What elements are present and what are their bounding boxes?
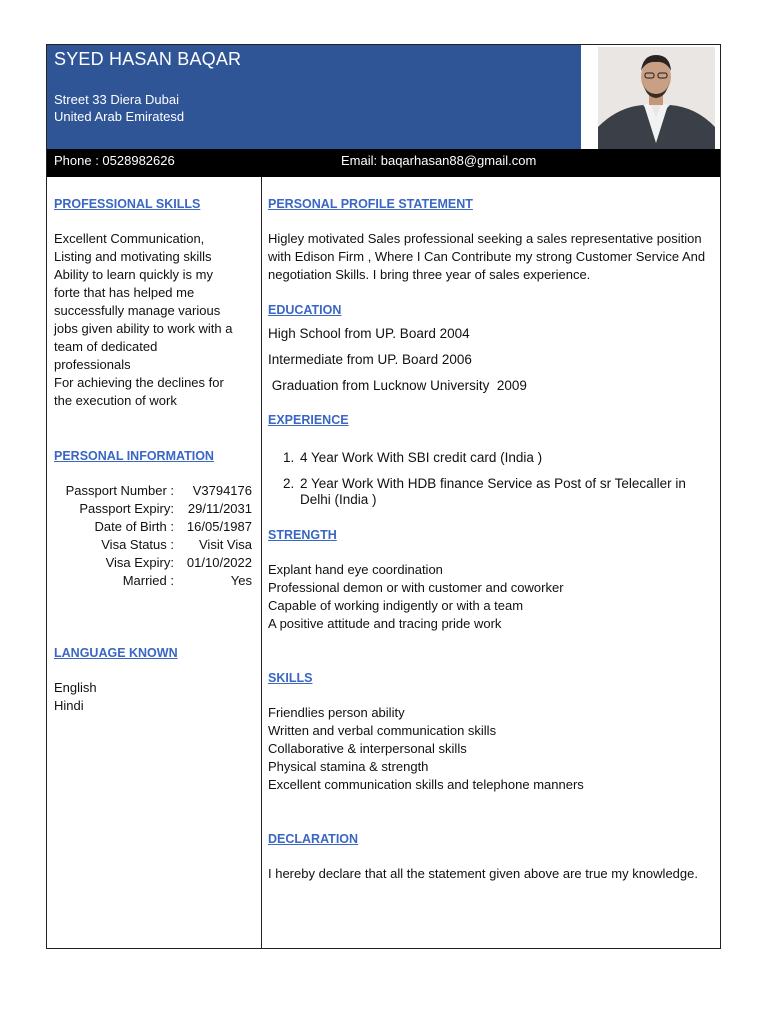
personal-information-table xyxy=(54,482,254,590)
skill-line: successfully manage various xyxy=(54,303,221,318)
info-key: Date of Birth : xyxy=(94,519,174,534)
info-value: 16/05/1987 xyxy=(186,519,252,534)
info-key: Passport Number : xyxy=(65,483,174,498)
address-line-1: Street 33 Diera Dubai xyxy=(54,92,180,107)
info-row xyxy=(54,554,254,572)
address xyxy=(54,91,184,125)
skill-line: For achieving the declines for xyxy=(54,375,224,390)
skill-line: the execution of work xyxy=(54,393,177,408)
header-banner xyxy=(47,45,581,149)
strength-item: Capable of working indigently or with a team xyxy=(268,598,524,613)
info-row xyxy=(54,482,254,500)
info-value: 01/10/2022 xyxy=(186,555,252,570)
left-column xyxy=(54,195,254,715)
experience-list xyxy=(268,450,714,508)
address-line-2: United Arab Emiratesd xyxy=(54,109,185,124)
language-list xyxy=(54,679,254,715)
professional-skills-text xyxy=(54,230,254,410)
skill-item: Physical stamina & strength xyxy=(268,759,429,774)
profile-statement-heading: PERSONAL PROFILE STATEMENT xyxy=(268,197,473,211)
strength-heading: STRENGTH xyxy=(268,528,337,542)
skill-item: Written and verbal communication skills xyxy=(268,723,497,738)
skill-line: team of dedicated xyxy=(54,339,158,354)
info-row xyxy=(54,536,254,554)
resume-frame xyxy=(46,44,721,949)
info-row xyxy=(54,572,254,590)
skill-item: Excellent communication skills and telephone manners xyxy=(268,777,584,792)
strength-item: Professional demon or with customer and coworker xyxy=(268,580,564,595)
experience-heading: EXPERIENCE xyxy=(268,413,349,427)
skill-line: Excellent Communication, xyxy=(54,231,205,246)
phone-number: Phone : 0528982626 xyxy=(54,153,175,168)
skill-item: Collaborative & interpersonal skills xyxy=(268,741,467,756)
declaration-heading: DECLARATION xyxy=(268,832,359,846)
skill-line: Ability to learn quickly is my xyxy=(54,267,213,282)
candidate-name: SYED HASAN BAQAR xyxy=(54,49,242,69)
language-item: English xyxy=(54,680,97,695)
skill-line: forte that has helped me xyxy=(54,285,195,300)
skill-line: Listing and motivating skills xyxy=(54,249,212,264)
info-key: Married : xyxy=(122,573,174,588)
info-key: Visa Status : xyxy=(101,537,174,552)
skill-item: Friendlies person ability xyxy=(268,705,405,720)
info-value: Yes xyxy=(230,573,252,588)
language-known-heading: LANGUAGE KNOWN xyxy=(54,646,178,660)
strength-item: A positive attitude and tracing pride work xyxy=(268,616,502,631)
skill-line: professionals xyxy=(54,357,131,372)
column-divider xyxy=(261,177,262,948)
language-item: Hindi xyxy=(54,698,84,713)
professional-skills-heading: PROFESSIONAL SKILLS xyxy=(54,197,201,211)
education-item: High School from UP. Board 2004 xyxy=(268,326,470,341)
info-key: Visa Expiry: xyxy=(105,555,174,570)
strength-list xyxy=(268,561,714,633)
profile-statement-text: Higley motivated Sales professional seeking a sales representative position with Edison Firm , Where I Can Contribute my strong Customer Service And negotiation Skills. I bring three year of sales experience. xyxy=(268,231,706,282)
personal-information-heading: PERSONAL INFORMATION xyxy=(54,449,214,463)
experience-item: 2. 2 Year Work With HDB finance Service as Post of sr Telecaller in Delhi (India ) xyxy=(298,476,714,508)
profile-photo xyxy=(598,47,715,149)
contact-bar xyxy=(47,149,720,177)
info-value: Visit Visa xyxy=(199,537,252,552)
skills-list xyxy=(268,704,714,794)
education-item: Intermediate from UP. Board 2006 xyxy=(268,352,472,367)
education-heading: EDUCATION xyxy=(268,303,342,317)
info-value: V3794176 xyxy=(192,483,252,498)
right-column xyxy=(268,195,714,883)
strength-item: Explant hand eye coordination xyxy=(268,562,443,577)
email-address: Email: baqarhasan88@gmail.com xyxy=(341,153,537,168)
info-value: 29/11/2031 xyxy=(187,501,252,516)
info-key: Passport Expiry: xyxy=(79,501,174,516)
info-row xyxy=(54,518,254,536)
skill-line: jobs given ability to work with a xyxy=(54,321,233,336)
skills-heading: SKILLS xyxy=(268,671,313,685)
info-row xyxy=(54,500,254,518)
experience-item: 1. 4 Year Work With SBI credit card (India ) xyxy=(298,450,714,466)
declaration-text: I hereby declare that all the statement given above are true my knowledge. xyxy=(268,866,698,881)
education-item: Graduation from Lucknow University 2009 xyxy=(268,378,527,393)
